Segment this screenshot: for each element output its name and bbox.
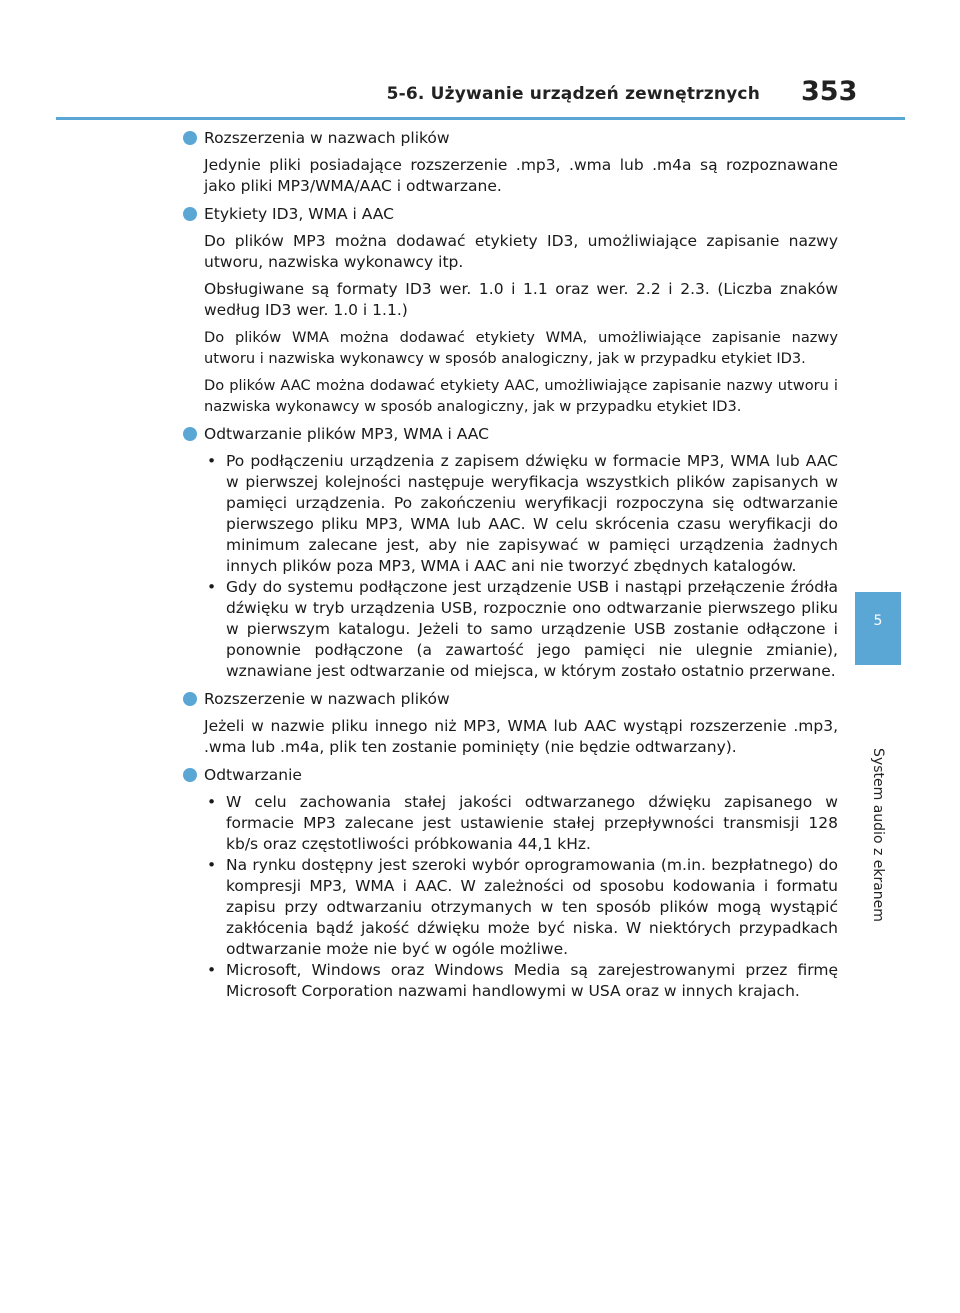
- list-item: • Na rynku dostępny jest szeroki wybór oprogramowania (m.in. bezpłatnego) do kompresji MP3, WMA i AAC. W zależności od sposobu kodowania i formatu zapisu przy odtwarzaniu otrzymanych w ten sposób plików mogą wystąpić zakłócenia bądź jakość dźwięku może być niska. W niektórych przypadkach odtwarzanie może nie być w ogóle możliwe.: [207, 856, 838, 958]
- paragraph: Jedynie pliki posiadające rozszerzenie .mp3, .wma lub .m4a są rozpoznawane jako pliki MP3/WMA/AAC i odtwarzane.: [204, 156, 838, 195]
- section-title: Odtwarzanie plików MP3, WMA i AAC: [204, 425, 489, 443]
- bullet-dot-icon: •: [207, 856, 217, 874]
- paragraph: Do plików MP3 można dodawać etykiety ID3, umożliwiające zapisanie nazwy utworu, nazwiska wykonawcy itp.: [204, 232, 838, 271]
- bullet-circle-icon: [183, 131, 197, 145]
- paragraph: Jeżeli w nazwie pliku innego niż MP3, WMA lub AAC wystąpi rozszerzenie .mp3, .wma lub .m4a, plik ten zostanie pominięty (nie będzie odtwarzany).: [204, 717, 838, 756]
- section-file-extensions: [183, 128, 838, 197]
- section-extension-names: [183, 689, 838, 758]
- bullet-circle-icon: [183, 427, 197, 441]
- paragraph: Obsługiwane są formaty ID3 wer. 1.0 i 1.1 oraz wer. 2.2 i 2.3. (Liczba znaków według ID3 wer. 1.0 i 1.1.): [204, 280, 838, 319]
- bullet-circle-icon: [183, 207, 197, 221]
- main-content: [183, 128, 838, 1009]
- bullet-dot-icon: •: [207, 961, 217, 979]
- header-rule: [56, 117, 905, 120]
- list-item: • Gdy do systemu podłączone jest urządzenie USB i nastąpi przełączenie źródła dźwięku w tryb urządzenia USB, rozpocznie ono odtwarzanie pierwszego pliku w pierwszym katalogu. Jeżeli to samo urządzenie USB zostanie odłączone i ponownie podłączone (a zawartość jego pamięci nie ulegnie zmianie), wznawiane jest odtwarzanie od miejsca, w którym zostało ostatnio przerwane.: [207, 578, 838, 680]
- bullet-circle-icon: [183, 768, 197, 782]
- section-title: Etykiety ID3, WMA i AAC: [204, 205, 394, 223]
- bullet-dot-icon: •: [207, 578, 217, 596]
- list-item: • Microsoft, Windows oraz Windows Media są zarejestrowanymi przez firmę Microsoft Corporation nazwami handlowymi w USA oraz w innych krajach.: [207, 961, 838, 1000]
- section-title: Odtwarzanie: [204, 766, 302, 784]
- section-title: Rozszerzenie w nazwach plików: [204, 690, 450, 708]
- section-playback: [183, 765, 838, 1002]
- chapter-tab: 5: [855, 592, 901, 665]
- section-header-title: 5-6. Używanie urządzeń zewnętrznych: [386, 84, 760, 104]
- bullet-list: [183, 792, 838, 1002]
- chapter-label: System audio z ekranem: [870, 748, 886, 922]
- list-item: • W celu zachowania stałej jakości odtwarzanego dźwięku zapisanego w formacie MP3 zalecane jest ustawienie stałej przepływności transmisji 128 kb/s oraz częstotliwości próbkowania 44,1 kHz.: [207, 793, 838, 853]
- bullet-dot-icon: •: [207, 793, 217, 811]
- bullet-dot-icon: •: [207, 452, 217, 470]
- list-item: • Po podłączeniu urządzenia z zapisem dźwięku w formacie MP3, WMA lub AAC w pierwszej kolejności następuje weryfikacja wszystkich plików zapisanych w pamięci urządzenia. Po zakończeniu weryfikacji rozpoczyna się odtwarzanie pierwszego pliku MP3, WMA lub AAC. W celu skrócenia czasu weryfikacji do minimum zalecane jest, aby nie zapisywać w pamięci urządzenia żadnych innych plików poza MP3, WMA i AAC ani nie tworzyć zbędnych katalogów.: [207, 452, 838, 575]
- page-number: 353: [801, 76, 858, 107]
- section-playback-files: [183, 424, 838, 682]
- section-title: Rozszerzenia w nazwach plików: [204, 129, 450, 147]
- bullet-circle-icon: [183, 692, 197, 706]
- paragraph: Do plików AAC można dodawać etykiety AAC, umożliwiające zapisanie nazwy utworu i nazwiska wykonawcy w sposób analogiczny, jak w przypadku etykiet ID3.: [204, 377, 838, 415]
- paragraph: Do plików WMA można dodawać etykiety WMA, umożliwiające zapisanie nazwy utworu i nazwiska wykonawcy w sposób analogiczny, jak w przypadku etykiet ID3.: [204, 329, 838, 367]
- bullet-list: [183, 451, 838, 682]
- section-id3-tags: [183, 204, 838, 417]
